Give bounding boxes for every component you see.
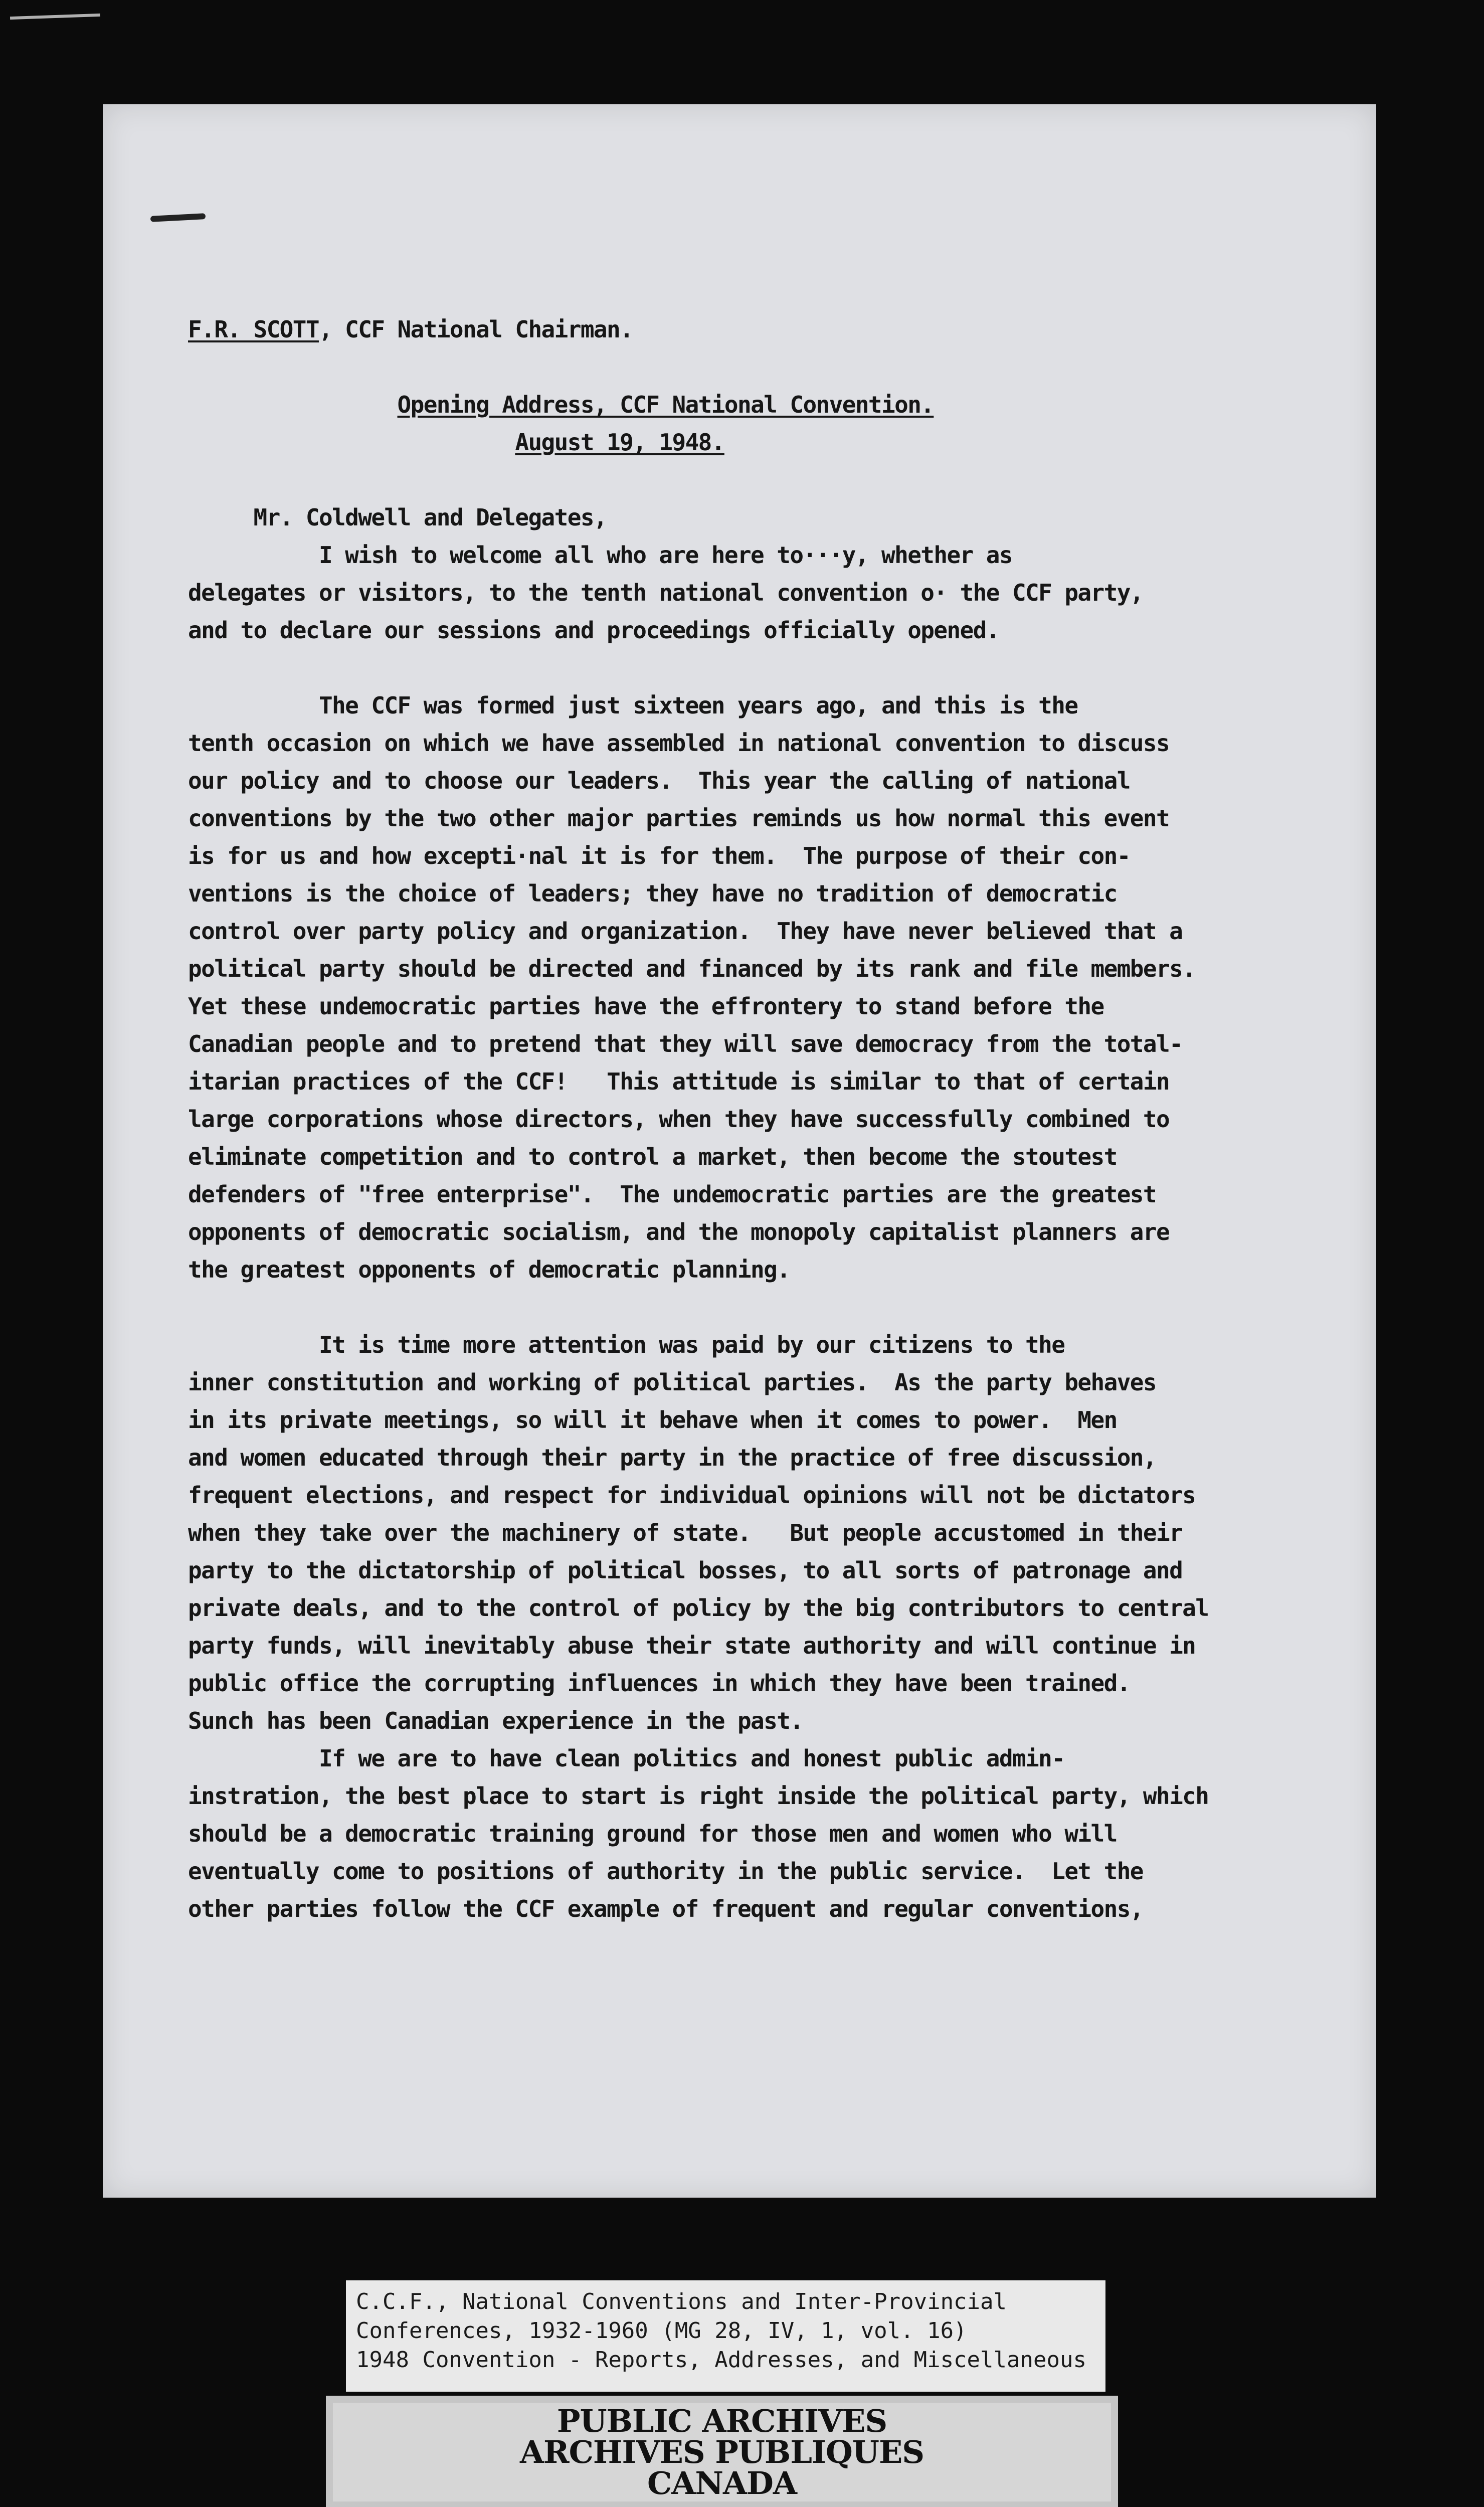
body-line: party funds, will inevitably abuse their state authority and will continue in (188, 1632, 1196, 1659)
body-line: control over party policy and organization. They have never believed that a (188, 918, 1183, 945)
body-line: defenders of "free enterprise". The undemocratic parties are the greatest (188, 1181, 1156, 1208)
body-line: The CCF was formed just sixteen years ago, and this is the (188, 692, 1078, 719)
heading-date-text: August 19, 1948. (515, 429, 724, 456)
body-line: private deals, and to the control of policy by the big contributors to central (188, 1594, 1209, 1622)
body-line: the greatest opponents of democratic planning. (188, 1256, 790, 1283)
body-line: party to the dictatorship of political bosses, to all sorts of patronage and (188, 1557, 1183, 1584)
author-title: , CCF National Chairman. (318, 316, 633, 343)
body-line: and women educated through their party in the practice of free discussion, (188, 1444, 1156, 1471)
author-name: F.R. SCOTT (188, 316, 319, 343)
body-line: It is time more attention was paid by our citizens to the (188, 1331, 1065, 1358)
body-line: our policy and to choose our leaders. This year the calling of national (188, 767, 1130, 794)
archive-label-line-1: C.C.F., National Conventions and Inter-Provincial (356, 2289, 1007, 2314)
scan-edge-mark (10, 14, 100, 20)
body-line: other parties follow the CCF example of frequent and regular conventions, (188, 1895, 1143, 1922)
archive-reference-label (346, 2280, 1105, 2392)
body-line: is for us and how excepti·nal it is for them. The purpose of their con- (188, 842, 1130, 869)
body-line: I wish to welcome all who are here to···y, whether as (188, 542, 1012, 569)
body-line: instration, the best place to start is right inside the political party, which (188, 1782, 1209, 1810)
body-line: conventions by the two other major parties reminds us how normal this event (188, 805, 1170, 832)
body-line: in its private meetings, so will it behave when it comes to power. Men (188, 1406, 1117, 1434)
body-line: ventions is the choice of leaders; they have no tradition of democratic (188, 880, 1117, 907)
body-line: inner constitution and working of political parties. As the party behaves (188, 1369, 1156, 1396)
author-line (188, 311, 1276, 348)
body-line: delegates or visitors, to the tenth national convention o· the CCF party, (188, 579, 1143, 606)
body-line: should be a democratic training ground for those men and women who will (188, 1820, 1117, 1847)
salutation (188, 499, 1276, 536)
body-paragraphs (188, 536, 1276, 1928)
body-line: Sunch has been Canadian experience in the past. (188, 1707, 803, 1734)
stamp-line-2: ARCHIVES PUBLIQUES (519, 2433, 924, 2470)
letter-body (188, 311, 1276, 1928)
archive-label-line-3: 1948 Convention - Reports, Addresses, and Miscellaneous (356, 2347, 1086, 2373)
body-line: large corporations whose directors, when they have successfully combined to (188, 1106, 1170, 1133)
body-line: frequent elections, and respect for individual opinions will not be dictators (188, 1482, 1196, 1509)
salutation-text: Mr. Coldwell and Delegates, (253, 504, 607, 531)
body-line (188, 649, 1276, 687)
stamp-line-1: PUBLIC ARCHIVES (556, 2402, 887, 2439)
body-line: eliminate competition and to control a market, then become the stoutest (188, 1143, 1117, 1170)
body-line (188, 1289, 1276, 1326)
stray-ink-mark (150, 213, 206, 222)
heading-title (188, 386, 1276, 424)
body-line: opponents of democratic socialism, and the monopoly capitalist planners are (188, 1218, 1170, 1245)
public-archives-stamp (326, 2396, 1118, 2507)
heading-date (188, 424, 1276, 461)
body-line: itarian practices of the CCF! This attitude is similar to that of certain (188, 1068, 1170, 1095)
body-line: tenth occasion on which we have assembled in national convention to discuss (188, 730, 1170, 757)
body-line: Canadian people and to pretend that they will save democracy from the total- (188, 1030, 1183, 1057)
archive-label-line-2: Conferences, 1932-1960 (MG 28, IV, 1, vol. 16) (356, 2318, 967, 2344)
body-line: eventually come to positions of authority in the public service. Let the (188, 1858, 1143, 1885)
body-line: If we are to have clean politics and honest public admin- (188, 1745, 1065, 1772)
body-line: and to declare our sessions and proceedings officially opened. (188, 617, 999, 644)
stamp-line-3: CANADA (647, 2464, 797, 2501)
body-line: Yet these undemocratic parties have the effrontery to stand before the (188, 993, 1104, 1020)
heading-title-text: Opening Address, CCF National Convention. (397, 391, 934, 418)
body-line: public office the corrupting influences in which they have been trained. (188, 1670, 1130, 1697)
body-line: political party should be directed and financed by its rank and file members. (188, 955, 1196, 982)
body-line: when they take over the machinery of state. But people accustomed in their (188, 1519, 1183, 1546)
